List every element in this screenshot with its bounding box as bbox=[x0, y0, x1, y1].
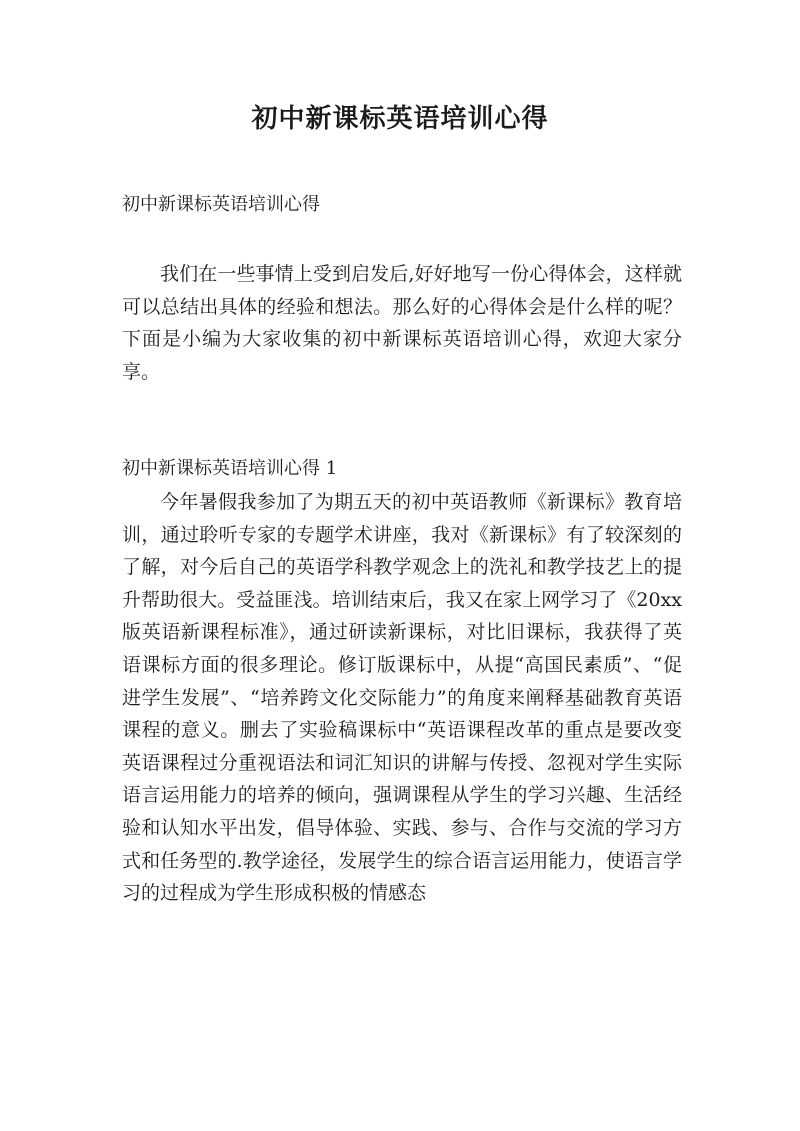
document-title: 初中新课标英语培训心得 bbox=[251, 104, 549, 134]
document-subtitle: 初中新课标英语培训心得 bbox=[122, 194, 320, 215]
section-heading: 初中新课标英语培训心得 1 bbox=[122, 458, 338, 479]
intro-paragraph: 我们在一些事情上受到启发后,好好地写一份心得体会，这样就可以总结出具体的经验和想法。那么好的心得体会是什么样的呢？下面是小编为大家收集的初中新课标英语培训心得，欢迎大家分享。 bbox=[122, 263, 682, 383]
section-paragraph: 今年暑假我参加了为期五天的初中英语教师《新课标》教育培训，通过聆听专家的专题学术讲座，我对《新课标》有了较深刻的了解，对今后自己的英语学科教学观念上的洗礼和教学技艺上的提升帮助很大。受益匪浅。培训结束后，我又在家上网学习了《20xx 版英语新课程标准》，通过研读新课标，对比旧课标，我获得了英语课标方面的很多理论。修订版课标中，从提“高国民素质”、“促进学生发展”、“培养跨文化交际能力”的角度来阐释基础教育英语课程的意义。删去了实验稿课标中“英语课程改革的重点是要改变英语课程过分重视语法和词汇知识的讲解与传授、忽视对学生实际语言运用能力的培养的倾向，强调课程从学生的学习兴趣、生活经验和认知水平出发，倡导体验、实践、参与、合作与交流的学习方式和任务型的.教学途径，发展学生的综合语言运用能力，使语言学习的过程成为学生形成积极的情感态 bbox=[122, 491, 682, 905]
